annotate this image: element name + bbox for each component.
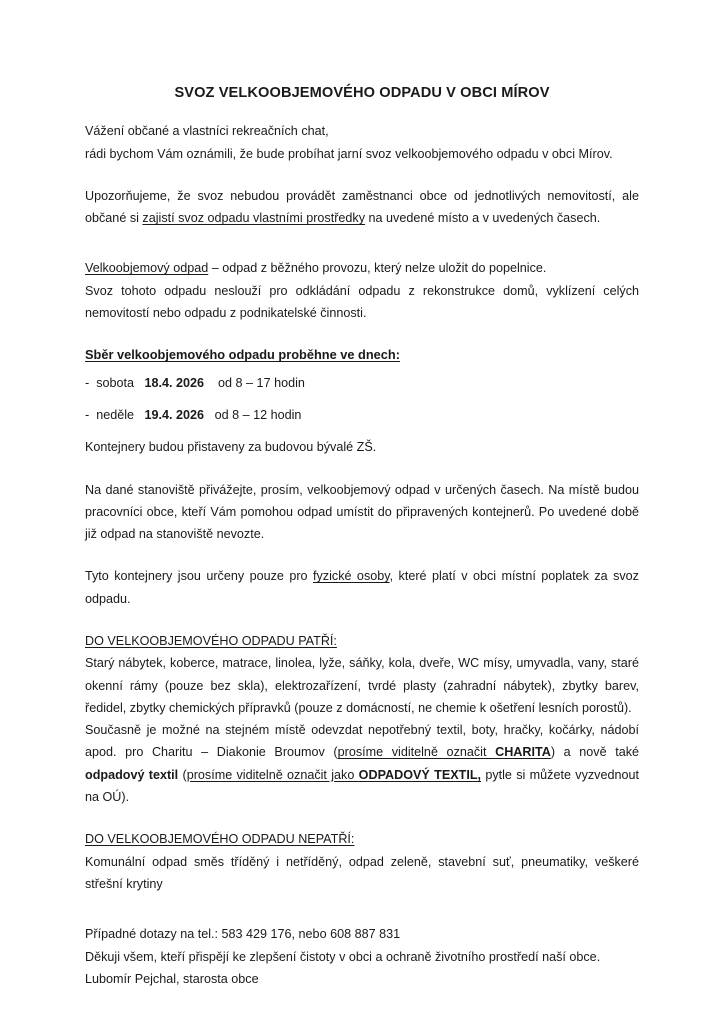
- notice-underlined-phrase: zajistí svoz odpadu vlastními prostředky: [142, 211, 366, 226]
- instructions-paragraph: Na dané stanoviště přivážejte, prosím, velkoobjemový odpad v určených časech. Na místě budou pracovníci obce, kteří Vám pomohou odpad umístit do připravených kontejnerů. Po uvedené době již odpad na stanoviště nevozte.: [85, 482, 639, 542]
- definition-line-1: [85, 257, 639, 279]
- textile-part-4: pytle si můžete vyzvednout na OÚ).: [85, 767, 639, 805]
- spacer: [85, 610, 639, 630]
- notice-paragraph: [85, 185, 639, 230]
- collection-heading: Sběr velkoobjemového odpadu proběhne ve dnech:: [85, 347, 400, 363]
- rejected-waste-items: Komunální odpad směs tříděný i netříděný, odpad zeleně, stavební suť, pneumatiky, veškeré střešní krytiny: [85, 854, 639, 891]
- list-dash: -: [85, 407, 97, 422]
- page-title: SVOZ VELKOOBJEMOVÉHO ODPADU V OBCI MÍROV: [174, 85, 550, 101]
- eligibility-underlined-phrase: fyzické osoby: [313, 569, 390, 584]
- spacer: [85, 808, 639, 828]
- signature-line: Lubomír Pejchal, starosta obce: [85, 971, 259, 986]
- footer-block: [85, 923, 639, 990]
- accepted-waste-items: Starý nábytek, koberce, matrace, linolea, lyže, sáňky, kola, dveře, WC mísy, umyvadla, vany, staré okenní rámy (pouze bez skla), elektrozařízení, tvrdé plasty (zahradní nábytek), zbytky barev, ředidel, zbytky chemických přípravků (pouze z domácností, ne chemie k ošetření lesních porostů).: [85, 656, 639, 715]
- greeting-line-2: rádi bychom Vám oznámili, že bude probíhat jarní svoz velkoobjemového odpadu v obci Mírov.: [85, 146, 613, 161]
- spacer: [85, 165, 639, 185]
- textile-part-3: (: [178, 767, 187, 782]
- day-name: neděle: [96, 407, 135, 422]
- greeting-line-1: Vážení občané a vlastníci rekreačních chat,: [85, 124, 329, 139]
- contact-phone-line: Případné dotazy na tel.: 583 429 176, nebo 608 887 831: [85, 927, 401, 942]
- collection-day-sunday: [85, 404, 639, 426]
- definition-term: Velkoobjemový odpad: [85, 261, 209, 276]
- textile-underlined-odpadovy: [187, 768, 481, 782]
- collection-date: 19.4. 2026: [144, 407, 205, 422]
- textile-charita-label: CHARITA: [495, 745, 551, 760]
- rejected-waste-heading: DO VELKOOBJEMOVÉHO ODPADU NEPATŘÍ:: [85, 832, 355, 847]
- textile-part-1: Současně je možné na stejném místě odevzdat nepotřebný textil, boty, hračky, kočárky, nádobí apod. pro Charitu – Diakonie Broumov (: [85, 723, 639, 760]
- definition-line-2: Svoz tohoto odpadu neslouží pro odkládání odpadu z rekonstrukce domů, vyklízení celých nemovitostí nebo odpadu z podnikatelské činnosti.: [85, 283, 639, 321]
- textile-odpadovy-textil-term: odpadový textil: [85, 767, 179, 782]
- spacer: [85, 324, 639, 344]
- textile-part-2: ) a nově také: [550, 745, 639, 760]
- thanks-line: Děkuji všem, kteří přispějí ke zlepšení čistoty v obci a ochraně životního prostředí naší obce.: [85, 949, 601, 964]
- spacer: [85, 229, 639, 257]
- spacer: [85, 426, 639, 436]
- containers-location-note: Kontejnery budou přistaveny za budovou bývalé ZŠ.: [85, 440, 377, 455]
- eligibility-paragraph: [85, 565, 639, 610]
- gap: [134, 408, 145, 422]
- gap: [204, 408, 215, 422]
- spacer: [85, 459, 639, 479]
- textile-donation-paragraph: [85, 719, 639, 808]
- collection-day-saturday: [85, 372, 639, 394]
- textile-underlined-charita-pre: prosíme viditelně označit: [337, 745, 496, 760]
- notice-text-after: na uvedené místo a v uvedených časech.: [365, 211, 601, 226]
- spacer: [85, 895, 639, 923]
- gap: [204, 376, 218, 390]
- textile-underlined-odpadovy-pre: prosíme viditelně označit jako: [186, 767, 359, 782]
- eligibility-text-before: Tyto kontejnery jsou určeny pouze pro: [85, 569, 313, 584]
- accepted-waste-heading: DO VELKOOBJEMOVÉHO ODPADU PATŘÍ:: [85, 633, 337, 648]
- spacer: [85, 394, 639, 404]
- notice-text-before: Upozorňujeme, že svoz nebudou provádět zaměstnanci obce od jednotlivých nemovitostí, ale občané si: [85, 188, 639, 226]
- list-dash: -: [85, 375, 97, 390]
- textile-odpadovy-textil-label: ODPADOVÝ TEXTIL,: [358, 767, 482, 782]
- document-body: [85, 84, 639, 990]
- definition-term-rest: – odpad z běžného provozu, který nelze uložit do popelnice.: [208, 261, 547, 276]
- collection-time: od 8 – 17 hodin: [218, 375, 305, 390]
- collection-time: od 8 – 12 hodin: [214, 407, 302, 422]
- collection-date: 18.4. 2026: [144, 375, 205, 390]
- gap: [134, 376, 145, 390]
- day-name: sobota: [96, 375, 135, 390]
- eligibility-text-after: , které platí v obci místní poplatek za svoz odpadu.: [85, 569, 639, 606]
- textile-underlined-charita: [338, 745, 551, 759]
- spacer: [85, 545, 639, 565]
